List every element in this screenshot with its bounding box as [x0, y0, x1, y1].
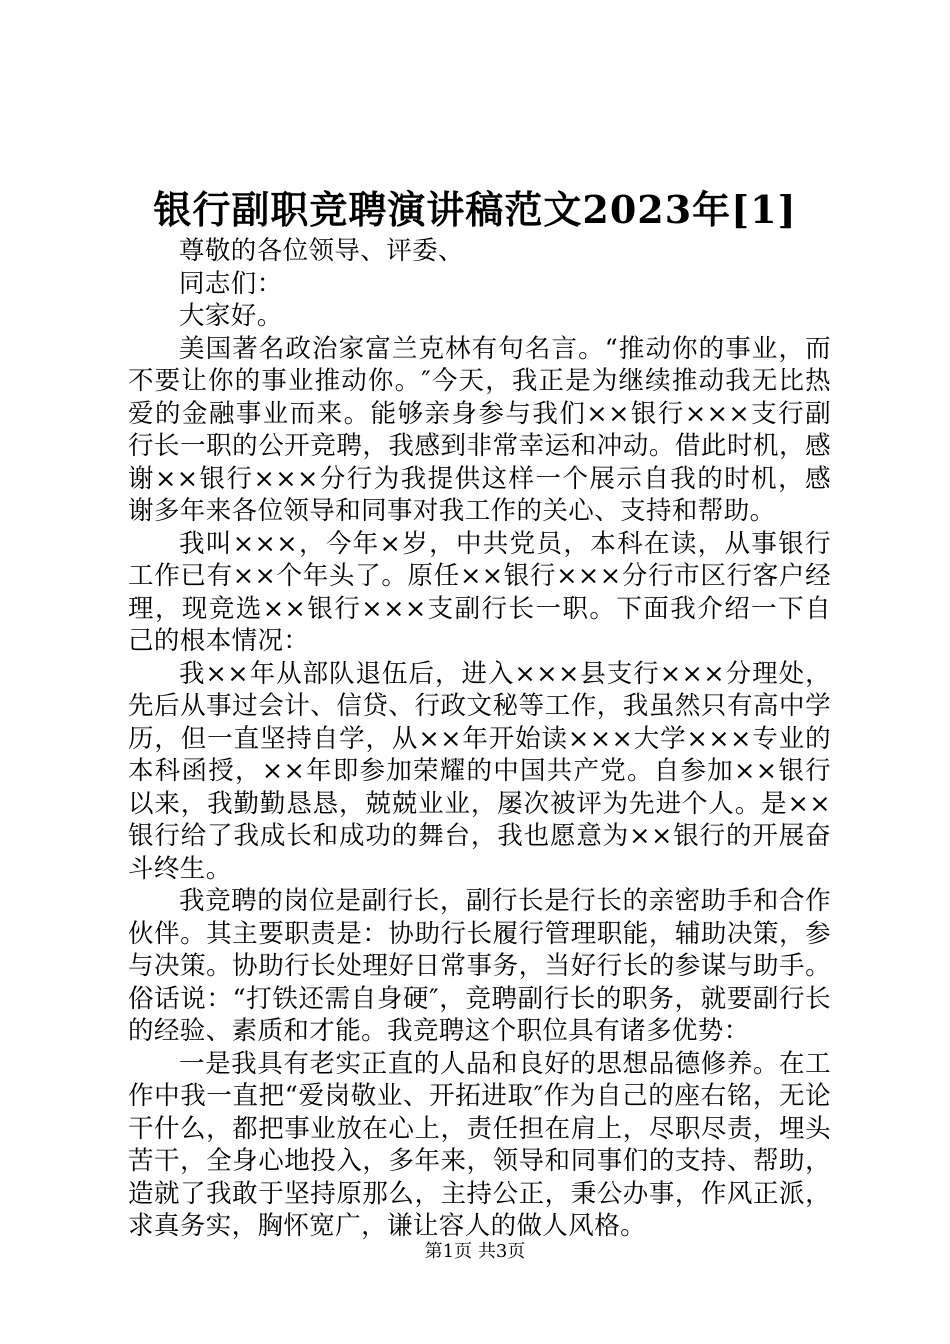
salutation-line: 尊敬的各位领导、评委、 [179, 236, 464, 266]
body-paragraph: 我××年从部队退伍后，进入×××县支行×××分理处，先后从事过会计、信贷、行政文秘等工作，我虽然只有高中学历，但一直坚持自学，从××年开始读×××大学×××专业的本科函授，××年即参加荣耀的中国共产党。自参加××银行以来，我勤勤恳恳，兢兢业业，屡次被评为先进个人。是××银行给了我成长和成功的舞台，我也愿意为××银行的开展奋斗终生。 [128, 658, 831, 884]
body-paragraph: 我竞聘的岗位是副行长，副行长是行长的亲密助手和合作伙伴。其主要职责是：协助行长履行管理职能，辅助决策，参与决策。协助行长处理好日常事务，当好行长的参谋与助手。俗话说：“打铁还需自身硬″，竞聘副行长的职务，就要副行长的经验、素质和才能。我竞聘这个职位具有诸多优势： [128, 886, 831, 1046]
body-paragraph: 我叫×××，今年×岁，中共党员，本科在读，从事银行工作已有××个年头了。原任××银行×××分行市区行客户经理，现竞选××银行×××支副行长一职。下面我介绍一下自己的根本情况： [128, 528, 831, 656]
document-body [128, 235, 831, 1243]
greeting-line: 大家好。 [179, 301, 283, 331]
page-number-footer: 第1页 共3页 [424, 1241, 526, 1262]
body-paragraph: 一是我具有老实正直的人品和良好的思想品德修养。在工作中我一直把“爱岗敬业、开拓进取″作为自己的座右铭，无论干什么，都把事业放在心上，责任担在肩上，尽职尽责，埋头苦干，全身心地投入，多年来，领导和同事们的支持、帮助，造就了我敢于坚持原那么，主持公正，秉公办事，作风正派，求真务实，胸怀宽广，谦让容人的做人风格。 [128, 1048, 831, 1241]
salutation-line: 同志们： [179, 268, 283, 299]
body-paragraph: 美国著名政治家富兰克林有句名言。“推动你的事业，而不要让你的事业推动你。″今天，我正是为继续推动我无比热爱的金融事业而来。能够亲身参与我们××银行×××支行副行长一职的公开竞聘，我感到非常幸运和冲动。借此时机，感谢××银行×××分行为我提供这样一个展示自我的时机，感谢多年来各位领导和同事对我工作的关心、支持和帮助。 [128, 333, 831, 526]
document-title: 银行副职竞聘演讲稿范文2023年[1] [153, 187, 797, 232]
